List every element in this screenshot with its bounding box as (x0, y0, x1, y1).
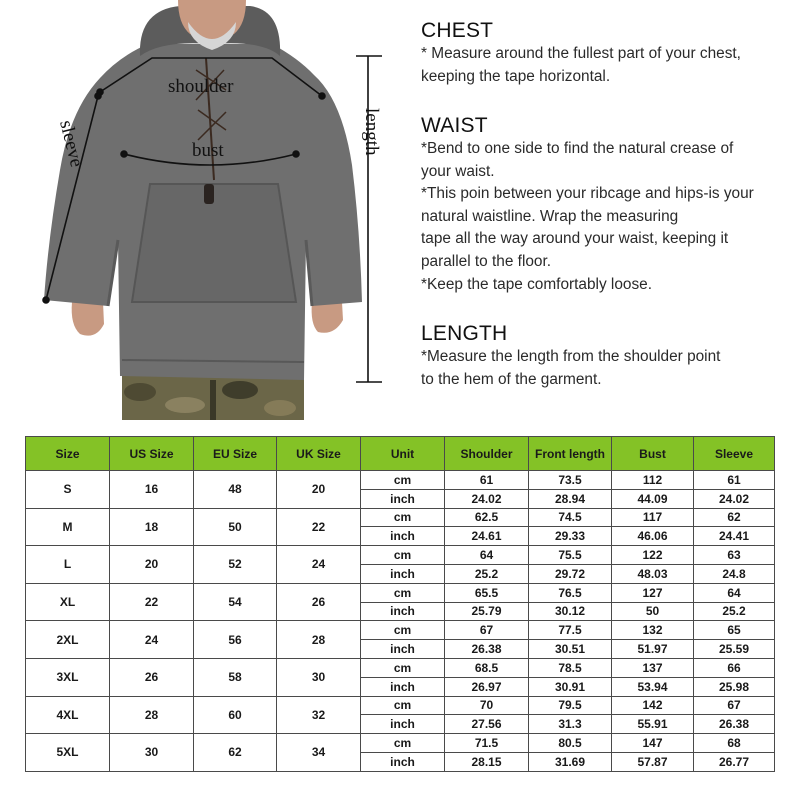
shoulder-cell: 26.97 (445, 677, 529, 696)
front-length-cell: 28.94 (529, 489, 612, 508)
bust-cell: 50 (612, 602, 694, 621)
sleeve-cell: 26.77 (694, 752, 775, 771)
sleeve-cell: 24.02 (694, 489, 775, 508)
bust-cell: 57.87 (612, 752, 694, 771)
unit-cell: cm (361, 658, 445, 677)
front-length-cell: 29.33 (529, 527, 612, 546)
unit-cell: inch (361, 489, 445, 508)
shoulder-cell: 67 (445, 621, 529, 640)
sleeve-cell: 66 (694, 658, 775, 677)
size-cell: 3XL (26, 658, 110, 696)
table-row (26, 508, 775, 527)
waist-title: WAIST (421, 114, 488, 137)
us-size-cell: 18 (110, 508, 194, 546)
uk-size-cell: 20 (277, 471, 361, 509)
header-size: Size (26, 437, 110, 471)
length-title: LENGTH (421, 322, 508, 345)
front-length-cell: 75.5 (529, 546, 612, 565)
unit-cell: cm (361, 471, 445, 490)
header-unit: Unit (361, 437, 445, 471)
bust-cell: 53.94 (612, 677, 694, 696)
us-size-cell: 16 (110, 471, 194, 509)
uk-size-cell: 32 (277, 696, 361, 734)
front-length-cell: 31.69 (529, 752, 612, 771)
header-bust: Bust (612, 437, 694, 471)
front-length-cell: 80.5 (529, 734, 612, 753)
header-eu-size: EU Size (194, 437, 277, 471)
size-cell: 4XL (26, 696, 110, 734)
header-shoulder: Shoulder (445, 437, 529, 471)
shoulder-cell: 28.15 (445, 752, 529, 771)
length-label: length (361, 108, 382, 156)
front-length-cell: 79.5 (529, 696, 612, 715)
front-length-cell: 29.72 (529, 564, 612, 583)
shoulder-cell: 24.61 (445, 527, 529, 546)
sleeve-cell: 26.38 (694, 715, 775, 734)
table-body (26, 471, 775, 772)
table-row (26, 696, 775, 715)
shoulder-cell: 27.56 (445, 715, 529, 734)
us-size-cell: 28 (110, 696, 194, 734)
table-row (26, 734, 775, 753)
sleeve-cell: 64 (694, 583, 775, 602)
eu-size-cell: 52 (194, 546, 277, 584)
sleeve-cell: 61 (694, 471, 775, 490)
table-row (26, 546, 775, 565)
sleeve-cell: 62 (694, 508, 775, 527)
us-size-cell: 26 (110, 658, 194, 696)
sleeve-cell: 68 (694, 734, 775, 753)
sleeve-cell: 63 (694, 546, 775, 565)
eu-size-cell: 54 (194, 583, 277, 621)
sleeve-cell: 25.98 (694, 677, 775, 696)
uk-size-cell: 24 (277, 546, 361, 584)
waist-line: *Keep the tape comfortably loose. (421, 275, 653, 293)
front-length-cell: 30.51 (529, 640, 612, 659)
shoulder-cell: 64 (445, 546, 529, 565)
front-length-cell: 74.5 (529, 508, 612, 527)
table-row (26, 583, 775, 602)
bust-cell: 55.91 (612, 715, 694, 734)
chest-line: * Measure around the fullest part of your chest, (421, 45, 741, 62)
uk-size-cell: 28 (277, 621, 361, 659)
length-line: *Measure the length from the shoulder point (421, 348, 721, 365)
size-chart-table (25, 436, 775, 772)
shoulder-cell: 65.5 (445, 583, 529, 602)
table-header-row (26, 437, 775, 471)
shoulder-cell: 68.5 (445, 658, 529, 677)
shoulder-cell: 24.02 (445, 489, 529, 508)
waist-line: your waist. (421, 162, 495, 180)
uk-size-cell: 30 (277, 658, 361, 696)
length-section (421, 322, 720, 391)
bust-cell: 122 (612, 546, 694, 565)
unit-cell: cm (361, 621, 445, 640)
sleeve-cell: 67 (694, 696, 775, 715)
size-cell: 2XL (26, 621, 110, 659)
uk-size-cell: 22 (277, 508, 361, 546)
size-cell: M (26, 508, 110, 546)
size-cell: S (26, 471, 110, 509)
size-cell: XL (26, 583, 110, 621)
unit-cell: cm (361, 583, 445, 602)
table-row (26, 658, 775, 677)
table-row (26, 621, 775, 640)
chest-title: CHEST (421, 19, 494, 42)
front-length-cell: 30.12 (529, 602, 612, 621)
us-size-cell: 22 (110, 583, 194, 621)
unit-cell: inch (361, 602, 445, 621)
front-length-cell: 77.5 (529, 621, 612, 640)
waist-line: *Bend to one side to find the natural crease of (421, 140, 734, 157)
bust-cell: 147 (612, 734, 694, 753)
bust-cell: 142 (612, 696, 694, 715)
bust-cell: 44.09 (612, 489, 694, 508)
unit-cell: inch (361, 564, 445, 583)
bust-cell: 112 (612, 471, 694, 490)
header-uk-size: UK Size (277, 437, 361, 471)
shoulder-cell: 61 (445, 471, 529, 490)
bust-cell: 51.97 (612, 640, 694, 659)
chest-line: keeping the tape horizontal. (421, 67, 611, 85)
eu-size-cell: 50 (194, 508, 277, 546)
shoulder-cell: 26.38 (445, 640, 529, 659)
size-cell: 5XL (26, 734, 110, 772)
unit-cell: inch (361, 640, 445, 659)
sleeve-cell: 65 (694, 621, 775, 640)
uk-size-cell: 34 (277, 734, 361, 772)
us-size-cell: 30 (110, 734, 194, 772)
bust-cell: 48.03 (612, 564, 694, 583)
shoulder-cell: 70 (445, 696, 529, 715)
shoulder-cell: 25.2 (445, 564, 529, 583)
unit-cell: cm (361, 734, 445, 753)
front-length-cell: 78.5 (529, 658, 612, 677)
bust-cell: 117 (612, 508, 694, 527)
bust-cell: 137 (612, 658, 694, 677)
sleeve-cell: 25.59 (694, 640, 775, 659)
waist-line: tape all the way around your waist, keeping it (421, 230, 729, 248)
jacket-measurement-illustration (0, 0, 400, 420)
eu-size-cell: 62 (194, 734, 277, 772)
front-length-cell: 73.5 (529, 471, 612, 490)
unit-cell: cm (361, 546, 445, 565)
unit-cell: inch (361, 752, 445, 771)
camo-pants (122, 376, 304, 420)
front-length-cell: 30.91 (529, 677, 612, 696)
us-size-cell: 20 (110, 546, 194, 584)
size-cell: L (26, 546, 110, 584)
waist-line: parallel to the floor. (421, 252, 552, 270)
unit-cell: inch (361, 677, 445, 696)
bust-label: bust (192, 140, 224, 161)
sleeve-cell: 24.8 (694, 564, 775, 583)
us-size-cell: 24 (110, 621, 194, 659)
waist-section (421, 114, 754, 296)
sleeve-label: sleeve (55, 118, 88, 170)
shoulder-cell: 25.79 (445, 602, 529, 621)
unit-cell: cm (361, 508, 445, 527)
table-row (26, 471, 775, 490)
unit-cell: inch (361, 715, 445, 734)
waist-line: *This poin between your ribcage and hips-is your (421, 185, 754, 203)
bust-cell: 46.06 (612, 527, 694, 546)
unit-cell: inch (361, 527, 445, 546)
bust-cell: 127 (612, 583, 694, 602)
eu-size-cell: 60 (194, 696, 277, 734)
waist-line: natural waistline. Wrap the measuring (421, 207, 679, 225)
header-us-size: US Size (110, 437, 194, 471)
front-length-cell: 31.3 (529, 715, 612, 734)
shoulder-cell: 71.5 (445, 734, 529, 753)
length-line: to the hem of the garment. (421, 370, 602, 388)
chest-section (421, 19, 741, 88)
bust-cell: 132 (612, 621, 694, 640)
uk-size-cell: 26 (277, 583, 361, 621)
eu-size-cell: 48 (194, 471, 277, 509)
front-length-cell: 76.5 (529, 583, 612, 602)
eu-size-cell: 56 (194, 621, 277, 659)
header-front-length: Front length (529, 437, 612, 471)
shoulder-label: shoulder (168, 76, 234, 97)
unit-cell: cm (361, 696, 445, 715)
sleeve-cell: 25.2 (694, 602, 775, 621)
sleeve-cell: 24.41 (694, 527, 775, 546)
header-sleeve: Sleeve (694, 437, 775, 471)
shoulder-cell: 62.5 (445, 508, 529, 527)
eu-size-cell: 58 (194, 658, 277, 696)
